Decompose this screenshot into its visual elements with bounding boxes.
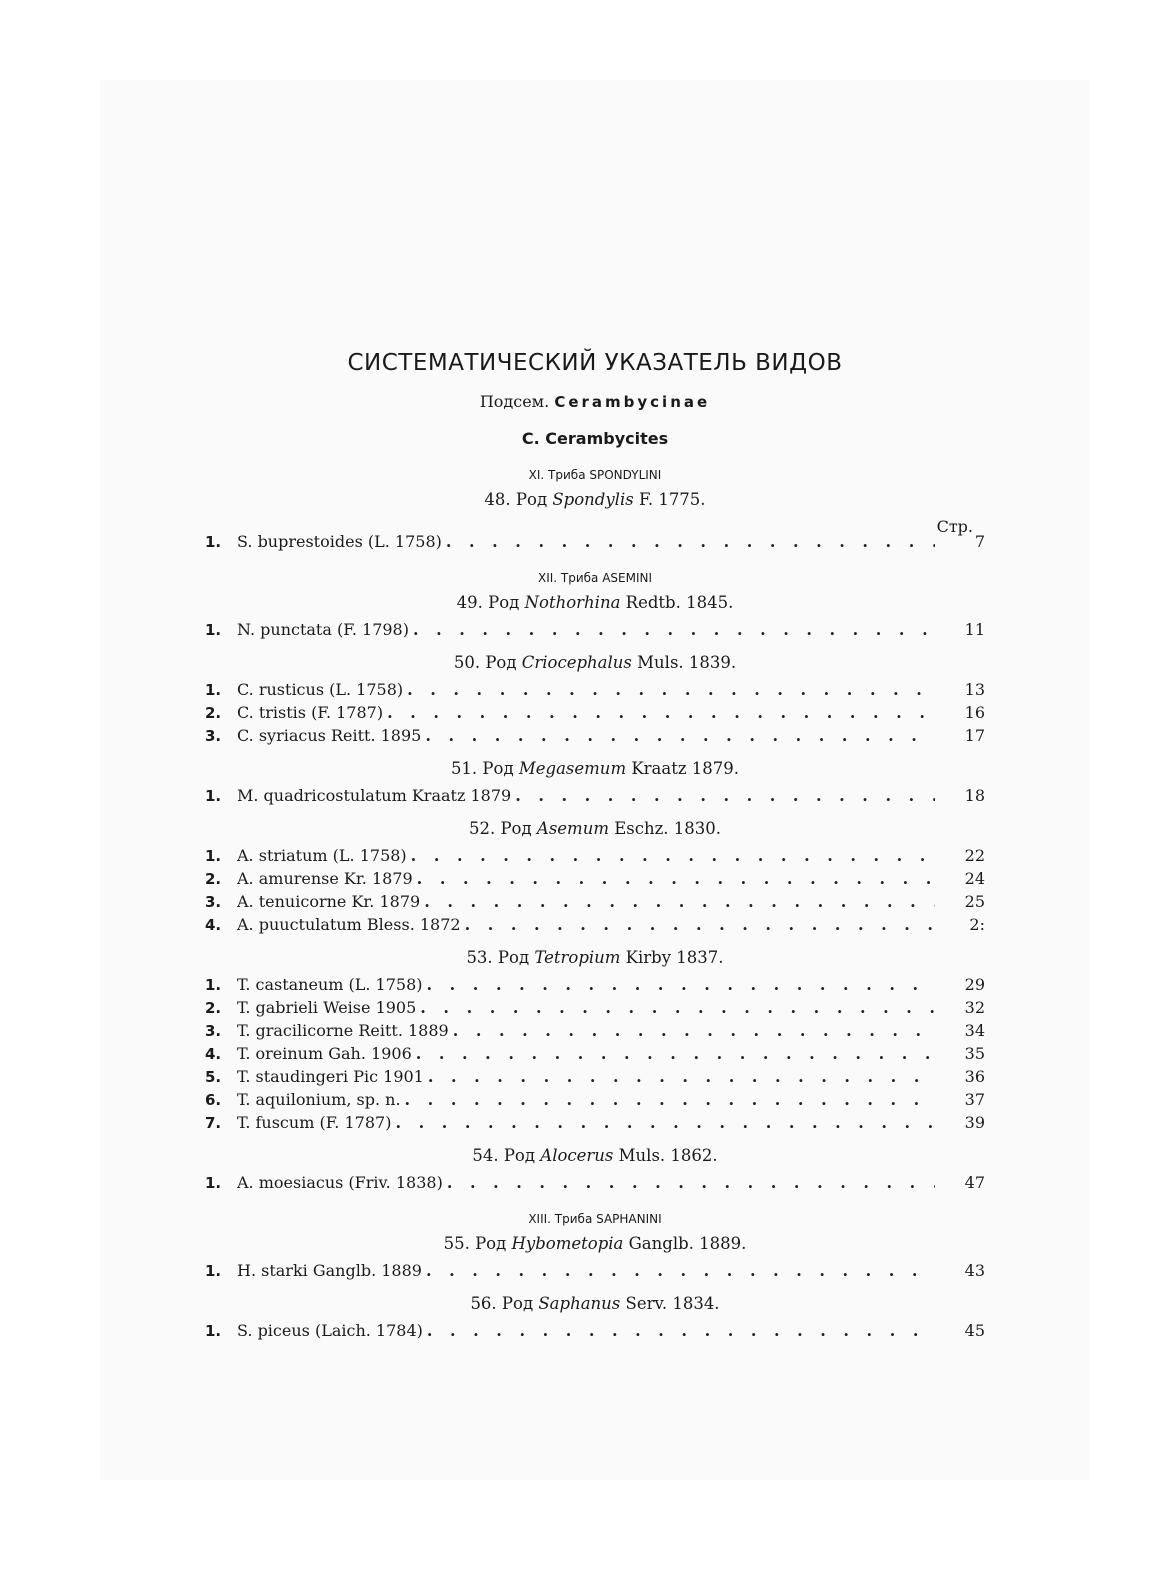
page-number: 2: xyxy=(969,915,985,934)
species-name: A. moesiacus (Friv. 1838) xyxy=(237,1173,443,1192)
species-entry xyxy=(205,892,985,915)
dot-leader xyxy=(413,620,935,639)
spacer xyxy=(205,643,985,653)
page-number: 17 xyxy=(964,726,985,745)
spacer xyxy=(205,1196,985,1212)
page-number: 16 xyxy=(964,703,985,722)
species-name: C. rusticus (L. 1758) xyxy=(237,680,404,699)
species-entry xyxy=(205,726,985,749)
species-entry xyxy=(205,1113,985,1136)
genus-heading xyxy=(205,653,985,672)
genus-prefix: 49. Род xyxy=(456,593,525,612)
spacer xyxy=(205,1284,985,1294)
tribe-heading: XI. Триба SPONDYLINI xyxy=(528,468,662,482)
species-entry xyxy=(205,975,985,998)
genus-heading xyxy=(205,1146,985,1165)
species-entry xyxy=(205,915,985,938)
species-number: 4. xyxy=(205,916,222,934)
dot-leader xyxy=(420,998,935,1017)
species-index xyxy=(205,350,985,1360)
dot-leader xyxy=(465,915,935,934)
genus-author: Eschz. 1830. xyxy=(608,819,722,838)
genus-prefix: 54. Род xyxy=(472,1146,541,1165)
genus-author: Serv. 1834. xyxy=(620,1294,720,1313)
dot-leader xyxy=(426,1261,935,1280)
genus-name: Tetropium xyxy=(534,948,621,967)
tribe-heading: XIII. Триба SAPHANINI xyxy=(528,1212,662,1226)
genus-prefix: 50. Род xyxy=(453,653,522,672)
species-entry xyxy=(205,1044,985,1067)
dot-leader xyxy=(515,786,935,805)
species-number: 6. xyxy=(205,1091,222,1109)
species-entry xyxy=(205,786,985,809)
species-entry xyxy=(205,680,985,703)
genus-author: Ganglb. 1889. xyxy=(623,1234,747,1253)
genus-name: Asemum xyxy=(536,819,609,838)
page-number: 11 xyxy=(964,620,985,639)
genus-name: Megasemum xyxy=(518,759,627,778)
species-name: T. castaneum (L. 1758) xyxy=(237,975,423,994)
genus-name: Saphanus xyxy=(538,1294,621,1313)
genus-prefix: 52. Род xyxy=(468,819,537,838)
species-name: T. staudingeri Pic 1901 xyxy=(237,1067,424,1086)
species-number: 3. xyxy=(205,893,222,911)
genus-heading xyxy=(205,490,985,509)
species-number: 2. xyxy=(205,870,222,888)
species-name: C. syriacus Reitt. 1895 xyxy=(237,726,422,745)
page-number: 25 xyxy=(964,892,985,911)
genus-heading xyxy=(205,1294,985,1313)
tribe-heading: XII. Триба ASEMINI xyxy=(537,571,653,585)
species-number: 1. xyxy=(205,787,222,805)
page-number: 29 xyxy=(964,975,985,994)
dot-leader xyxy=(447,1173,935,1192)
dot-leader xyxy=(407,680,935,699)
page-number: 22 xyxy=(964,846,985,865)
genus-name: Nothorhina xyxy=(524,593,621,612)
species-name: A. striatum (L. 1758) xyxy=(237,846,407,865)
species-entry xyxy=(205,998,985,1021)
genus-prefix: 51. Род xyxy=(450,759,519,778)
species-name: H. starki Ganglb. 1889 xyxy=(237,1261,422,1280)
species-entry xyxy=(205,1321,985,1344)
dot-leader xyxy=(405,1090,935,1109)
genus-name: Spondylis xyxy=(552,490,634,509)
genus-prefix: 53. Род xyxy=(466,948,535,967)
subfamily-name: Cerambycinae xyxy=(554,393,711,411)
dot-leader xyxy=(424,892,935,911)
dot-leader xyxy=(387,703,935,722)
spacer xyxy=(205,555,985,571)
genus-author: Muls. 1862. xyxy=(613,1146,718,1165)
genus-heading xyxy=(205,948,985,967)
subfamily-heading xyxy=(205,392,985,411)
tribe-list xyxy=(205,468,985,1360)
genus-name: Hybometopia xyxy=(511,1234,624,1253)
genus-prefix: 55. Род xyxy=(443,1234,512,1253)
page-number: 18 xyxy=(964,786,985,805)
dot-leader xyxy=(428,1067,935,1086)
page-column-header: Стр. xyxy=(936,517,973,536)
page-number: 47 xyxy=(964,1173,985,1192)
species-number: 3. xyxy=(205,727,222,745)
genus-heading xyxy=(205,1234,985,1253)
genus-prefix: 48. Род xyxy=(484,490,553,509)
genus-author: Muls. 1839. xyxy=(631,653,737,672)
genus-heading xyxy=(205,819,985,838)
page-number: 24 xyxy=(964,869,985,888)
genus-author: Kraatz 1879. xyxy=(626,759,740,778)
page-number: 13 xyxy=(964,680,985,699)
dot-leader xyxy=(453,1021,935,1040)
dot-leader xyxy=(416,1044,935,1063)
page-number: 35 xyxy=(964,1044,985,1063)
genus-name: Alocerus xyxy=(540,1146,614,1165)
species-name: S. buprestoides (L. 1758) xyxy=(237,532,442,551)
dot-leader xyxy=(425,726,935,745)
species-number: 4. xyxy=(205,1045,222,1063)
species-number: 2. xyxy=(205,704,222,722)
species-number: 1. xyxy=(205,621,222,639)
spacer xyxy=(205,1136,985,1146)
species-name: T. aquilonium, sp. n. xyxy=(237,1090,401,1109)
dot-leader xyxy=(427,975,935,994)
page-number: 39 xyxy=(964,1113,985,1132)
species-number: 1. xyxy=(205,533,222,551)
dot-leader xyxy=(411,846,935,865)
page-number: 32 xyxy=(964,998,985,1017)
species-name: T. gracilicorne Reitt. 1889 xyxy=(237,1021,449,1040)
page-title: СИСТЕМАТИЧЕСКИЙ УКАЗАТЕЛЬ ВИДОВ xyxy=(347,350,843,376)
species-name: M. quadricostulatum Kraatz 1879 xyxy=(237,786,512,805)
genus-author: Kirby 1837. xyxy=(620,948,724,967)
species-entry xyxy=(205,1173,985,1196)
species-name: T. gabrieli Weise 1905 xyxy=(237,998,417,1017)
spacer xyxy=(205,1344,985,1360)
dot-leader xyxy=(395,1113,935,1132)
species-entry xyxy=(205,869,985,892)
spacer xyxy=(205,938,985,948)
page-number: 34 xyxy=(964,1021,985,1040)
species-name: A. amurense Kr. 1879 xyxy=(237,869,413,888)
species-entry xyxy=(205,846,985,869)
species-number: 1. xyxy=(205,681,222,699)
page-number: 37 xyxy=(964,1090,985,1109)
species-entry xyxy=(205,1090,985,1113)
species-entry xyxy=(205,703,985,726)
species-entry xyxy=(205,1261,985,1284)
species-entry xyxy=(205,1067,985,1090)
species-number: 5. xyxy=(205,1068,222,1086)
species-name: A. tenuicorne Kr. 1879 xyxy=(237,892,421,911)
genus-name: Criocephalus xyxy=(521,653,632,672)
species-entry xyxy=(205,1021,985,1044)
species-number: 1. xyxy=(205,1174,222,1192)
genus-author: Redtb. 1845. xyxy=(620,593,734,612)
species-number: 3. xyxy=(205,1022,222,1040)
spacer xyxy=(205,749,985,759)
species-name: A. puuctulatum Bless. 1872 xyxy=(237,915,461,934)
dot-leader xyxy=(446,532,935,551)
dot-leader xyxy=(417,869,935,888)
species-name: S. piceus (Laich. 1784) xyxy=(237,1321,423,1340)
species-name: T. oreinum Gah. 1906 xyxy=(237,1044,412,1063)
species-number: 7. xyxy=(205,1114,222,1132)
species-number: 1. xyxy=(205,1322,222,1340)
species-entry xyxy=(205,532,985,555)
genus-heading xyxy=(205,593,985,612)
species-entry xyxy=(205,620,985,643)
subfamily-prefix: Подсем. xyxy=(479,392,550,411)
genus-heading xyxy=(205,759,985,778)
species-name: C. tristis (F. 1787) xyxy=(237,703,384,722)
section-heading: C. Cerambycites xyxy=(521,429,669,448)
spacer xyxy=(205,809,985,819)
species-number: 2. xyxy=(205,999,222,1017)
page-number: 43 xyxy=(964,1261,985,1280)
genus-prefix: 56. Род xyxy=(470,1294,539,1313)
species-number: 1. xyxy=(205,976,222,994)
dot-leader xyxy=(427,1321,935,1340)
page-number: 45 xyxy=(964,1321,985,1340)
genus-author: F. 1775. xyxy=(633,490,706,509)
page-number: 36 xyxy=(964,1067,985,1086)
species-name: T. fuscum (F. 1787) xyxy=(237,1113,392,1132)
page-number: 7 xyxy=(974,532,985,551)
species-name: N. punctata (F. 1798) xyxy=(237,620,409,639)
species-number: 1. xyxy=(205,847,222,865)
species-number: 1. xyxy=(205,1262,222,1280)
